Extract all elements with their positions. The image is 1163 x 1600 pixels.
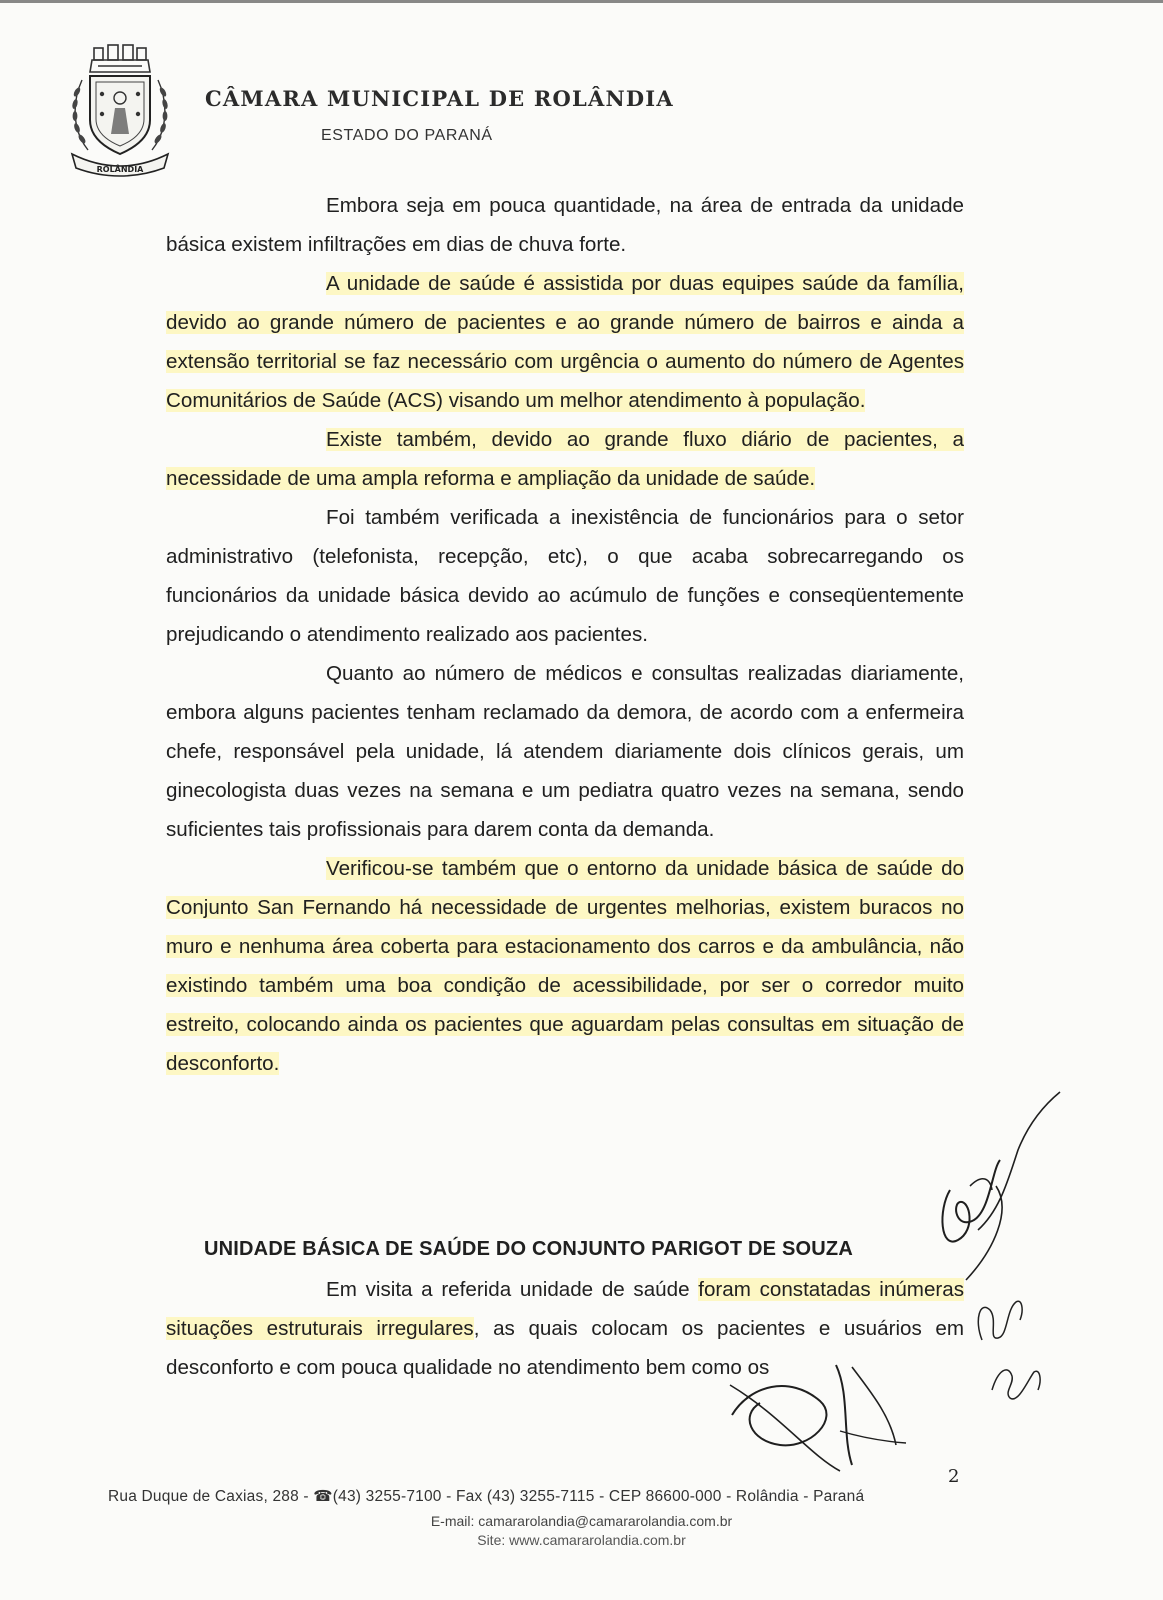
paragraph-2-highlight: A unidade de saúde é assistida por duas equipes saúde da família, devido ao grande número de pacientes e ao grande número de bairros e ainda a extensão territorial se faz necessário com urgência o aumento do número de Agentes Comunitários de Saúde (ACS) visando um melhor atendimento à população. bbox=[166, 272, 964, 412]
paragraph-5 bbox=[166, 654, 964, 849]
footer-site: Site: www.camararolandia.com.br bbox=[477, 1532, 686, 1548]
footer-email: E-mail: camararolandia@camararolandia.com.br bbox=[430, 1513, 733, 1529]
scan-top-edge bbox=[0, 0, 1163, 3]
section-paragraph-start: Em visita a referida unidade de saúde bbox=[326, 1278, 699, 1301]
municipal-coat-of-arms-icon bbox=[68, 42, 172, 180]
section-paragraph-highlight: foram constatadas inúmeras situações estruturais irregulares bbox=[166, 1278, 965, 1340]
crest-ribbon-text: ROLÂNDIA bbox=[96, 165, 144, 174]
paragraph-4 bbox=[166, 498, 964, 654]
paragraph-1-text: Embora seja em pouca quantidade, na área de entrada da unidade básica existem infiltrações em dias de chuva forte. bbox=[166, 194, 964, 256]
signature-right-upper bbox=[930, 1090, 1070, 1290]
paragraph-6-highlight: Verificou-se também que o entorno da unidade básica de saúde do Conjunto San Fernando há necessidade de urgentes melhorias, existem buracos no muro e nenhuma área coberta para estacionamento dos carros e da ambulância, não existindo também uma boa condição de acessibilidade, por ser o corredor muito estreito, colocando ainda os pacientes que aguardam pelas consultas em situação de desconforto. bbox=[166, 857, 964, 1075]
paragraph-1 bbox=[166, 186, 964, 264]
paragraph-4-text: Foi também verificada a inexistência de funcionários para o setor administrativo (telefonista, recepção, etc), o que acaba sobrecarregando os funcionários da unidade básica devido ao acúmulo de funções e conseqüentemente prejudicando o atendimento realizado aos pacientes. bbox=[166, 506, 964, 646]
signature-right-lower bbox=[968, 1280, 1058, 1430]
paragraph-3-highlight: Existe também, devido ao grande fluxo diário de pacientes, a necessidade de uma ampla reforma e ampliação da unidade de saúde. bbox=[166, 428, 964, 490]
document-body bbox=[166, 186, 964, 1083]
section-paragraph-end: , as quais colocam os pacientes e usuários em desconforto e com pouca qualidade no atendimento bem como os bbox=[166, 1317, 965, 1379]
header-subtitle: ESTADO DO PARANÁ bbox=[321, 127, 493, 144]
paragraph-2 bbox=[166, 264, 964, 420]
paragraph-6 bbox=[166, 849, 964, 1083]
paragraph-5-text: Quanto ao número de médicos e consultas realizadas diariamente, embora alguns pacientes tenham reclamado da demora, de acordo com a enfermeira chefe, responsável pela unidade, lá atendem diariamente dois clínicos gerais, um ginecologista duas vezes na semana e um pediatra quatro vezes na semana, sendo suficientes tais profissionais para darem conta da demanda. bbox=[166, 662, 964, 841]
section-heading: UNIDADE BÁSICA DE SAÚDE DO CONJUNTO PARIGOT DE SOUZA bbox=[204, 1238, 853, 1260]
page-number: 2 bbox=[948, 1466, 960, 1487]
signature-bottom-center bbox=[720, 1345, 920, 1475]
header-title: CÂMARA MUNICIPAL DE ROLÂNDIA bbox=[205, 86, 674, 111]
footer-address: Rua Duque de Caxias, 288 - ☎(43) 3255-7100 - Fax (43) 3255-7115 - CEP 86600-000 - Rolândia - Paraná bbox=[108, 1488, 865, 1505]
paragraph-3 bbox=[166, 420, 964, 498]
